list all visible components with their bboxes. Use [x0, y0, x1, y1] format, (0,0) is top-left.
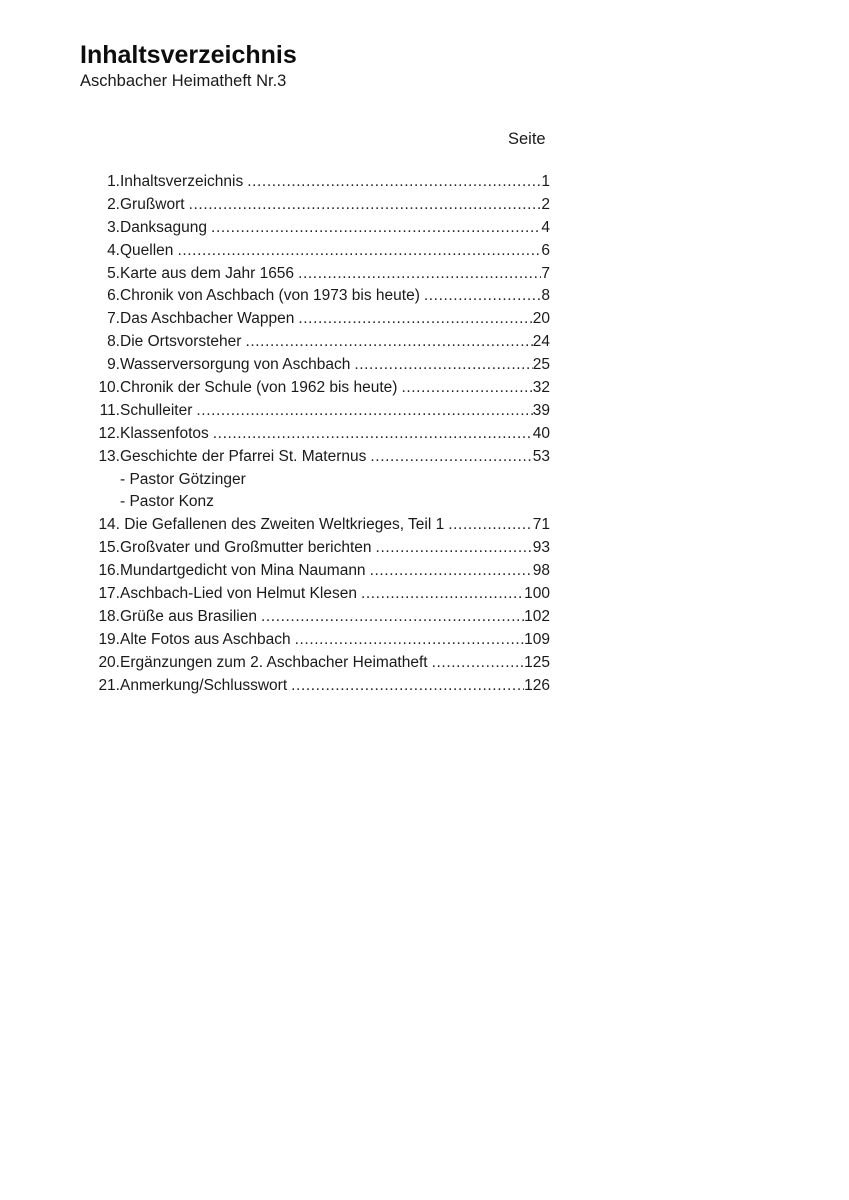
toc-entry-body [120, 446, 550, 469]
toc-dot-leader [177, 240, 541, 263]
toc-entry-title: Grüße aus Brasilien [120, 607, 257, 625]
toc-entry-number [80, 675, 120, 698]
toc-entry-number [80, 240, 120, 263]
toc-entry-page-number: 53 [532, 447, 550, 465]
toc-entry-page-number: 6 [541, 241, 550, 259]
toc-entry-number [80, 377, 120, 400]
toc-entry-number [80, 606, 120, 629]
page-title: Inhaltsverzeichnis [80, 41, 297, 69]
toc-entry [80, 171, 550, 194]
toc-entry-body [120, 469, 550, 492]
toc-entry [80, 606, 550, 629]
toc-entry-body [120, 560, 550, 583]
toc-entry-body [120, 537, 550, 560]
toc-entry-number [80, 652, 120, 675]
toc-entry-number-text: 8. [107, 333, 120, 351]
toc-entry-page-number: 2 [541, 195, 550, 213]
toc-entry-body [120, 285, 550, 308]
toc-entry-number [80, 537, 120, 560]
toc-entry-number [80, 560, 120, 583]
toc-entry-body [120, 514, 550, 537]
toc-entry-page-number: 109 [524, 630, 550, 648]
toc-entry-body [120, 606, 550, 629]
toc-entry-number-text: 16. [98, 562, 120, 580]
toc-dot-leader [432, 652, 525, 675]
toc-entry-body [120, 629, 550, 652]
toc-entry-body [120, 263, 550, 286]
toc-dot-leader [196, 400, 532, 423]
toc-dot-leader [448, 514, 533, 537]
toc-entry-number-text: 13. [98, 447, 120, 465]
toc-entry [80, 560, 550, 583]
toc-entry [80, 537, 550, 560]
toc-entry-number [80, 400, 120, 423]
toc-entry-number-text: 19. [98, 630, 120, 648]
toc-dot-leader [291, 675, 524, 698]
toc-entry-number [80, 217, 120, 240]
toc-entry-page-number: 39 [532, 401, 550, 419]
toc-entry-body [120, 354, 550, 377]
toc-entry-number-text: 20. [98, 653, 120, 671]
toc-dot-leader [361, 583, 524, 606]
toc-dot-leader [211, 217, 541, 240]
toc-entry-number [80, 331, 120, 354]
toc-entry-number [80, 423, 120, 446]
toc-entry-page-number: 20 [532, 310, 550, 328]
toc-entry-body [120, 194, 550, 217]
toc-entry-number [80, 308, 120, 331]
toc-entry [80, 263, 550, 286]
toc-entry-body [120, 675, 550, 698]
toc-entry-number [80, 583, 120, 606]
toc-entry [80, 652, 550, 675]
toc-entry-page-number: 24 [532, 333, 550, 351]
toc-entry [80, 240, 550, 263]
toc-entry [80, 331, 550, 354]
toc-subentry [80, 491, 550, 514]
toc-entry-title: - Pastor Götzinger [120, 470, 246, 488]
toc-entry-page-number: 126 [524, 676, 550, 694]
toc-entry-title: Chronik von Aschbach (von 1973 bis heute) [120, 287, 420, 305]
toc-entry-number [80, 285, 120, 308]
toc-entry-title: Das Aschbacher Wappen [120, 310, 295, 328]
toc-entry-page-number: 32 [532, 379, 550, 397]
toc-entry-title: Quellen [120, 241, 174, 259]
toc-entry-title: Grußwort [120, 195, 185, 213]
toc-entry-page-number: 4 [541, 218, 550, 236]
toc-entry-title: Ergänzungen zum 2. Aschbacher Heimatheft [120, 653, 428, 671]
toc-entry [80, 629, 550, 652]
toc-dot-leader [295, 629, 525, 652]
toc-dot-leader [298, 263, 541, 286]
toc-dot-leader [370, 560, 533, 583]
page-column-label: Seite [508, 130, 546, 148]
toc-entry-number [80, 491, 120, 514]
toc-entry-number-text: 7. [107, 310, 120, 328]
toc-entry-page-number: 100 [524, 585, 550, 603]
toc-entry-page-number: 98 [532, 562, 550, 580]
toc-dot-leader [298, 308, 532, 331]
toc-entry [80, 354, 550, 377]
toc-entry-number-text: 11. [99, 401, 120, 419]
toc-dot-leader [376, 537, 533, 560]
toc-entry-page-number: 40 [532, 424, 550, 442]
toc-entry-number-text: 10. [98, 379, 120, 397]
toc-entry [80, 514, 550, 537]
toc-entry [80, 675, 550, 698]
toc-entry [80, 217, 550, 240]
toc-subentry [80, 469, 550, 492]
page-subtitle: Aschbacher Heimatheft Nr.3 [80, 72, 287, 90]
toc-entry-title: Die Ortsvorsteher [120, 333, 242, 351]
table-of-contents [80, 171, 550, 697]
toc-entry-number [80, 629, 120, 652]
toc-dot-leader [213, 423, 533, 446]
toc-dot-leader [401, 377, 532, 400]
toc-entry [80, 377, 550, 400]
toc-entry-title: Schulleiter [120, 401, 193, 419]
toc-entry-body [120, 171, 550, 194]
toc-entry-number-text: 3. [107, 218, 120, 236]
toc-entry [80, 423, 550, 446]
toc-entry-page-number: 125 [524, 653, 550, 671]
toc-entry-body [120, 491, 550, 514]
toc-entry-title: Wasserversorgung von Aschbach [120, 356, 351, 374]
toc-entry-number [80, 514, 120, 537]
toc-dot-leader [247, 171, 541, 194]
toc-dot-leader [370, 446, 532, 469]
toc-dot-leader [245, 331, 532, 354]
toc-entry-title: Großvater und Großmutter berichten [120, 539, 372, 557]
toc-entry-body [120, 423, 550, 446]
toc-entry-number-text: 18. [98, 607, 120, 625]
toc-entry-body [120, 308, 550, 331]
toc-entry-body [120, 583, 550, 606]
toc-entry-title: Geschichte der Pfarrei St. Maternus [120, 447, 367, 465]
toc-entry-title: Die Gefallenen des Zweiten Weltkrieges, Teil 1 [120, 516, 445, 534]
toc-entry-body [120, 331, 550, 354]
toc-entry-title: Chronik der Schule (von 1962 bis heute) [120, 379, 398, 397]
toc-entry-number-text: 4. [107, 241, 120, 259]
toc-entry-number [80, 446, 120, 469]
toc-dot-leader [189, 194, 542, 217]
toc-entry-number-text: 9. [107, 356, 120, 374]
toc-entry-title: Karte aus dem Jahr 1656 [120, 264, 295, 282]
toc-entry-number [80, 194, 120, 217]
toc-entry-number-text: 17. [98, 585, 120, 603]
toc-entry-title: Inhaltsverzeichnis [120, 173, 244, 190]
toc-entry [80, 446, 550, 469]
toc-entry-title: Aschbach-Lied von Helmut Klesen [120, 585, 357, 603]
toc-entry-number [80, 469, 120, 492]
toc-entry-body [120, 400, 550, 423]
toc-entry [80, 194, 550, 217]
toc-entry-number [80, 171, 120, 194]
toc-entry-title: Alte Fotos aus Aschbach [120, 630, 291, 648]
toc-entry-number-text: 15. [98, 539, 120, 557]
toc-entry [80, 400, 550, 423]
toc-entry-page-number: 102 [524, 607, 550, 625]
toc-entry-page-number: 1 [541, 173, 550, 190]
toc-entry-title: - Pastor Konz [120, 493, 214, 511]
toc-entry-number-text: 5. [107, 264, 120, 282]
toc-dot-leader [424, 285, 542, 308]
toc-entry [80, 583, 550, 606]
toc-entry-page-number: 7 [541, 264, 550, 282]
toc-entry-number-text: 21. [98, 676, 120, 694]
toc-entry-page-number: 93 [532, 539, 550, 557]
toc-dot-leader [261, 606, 524, 629]
toc-entry [80, 285, 550, 308]
toc-entry-number [80, 263, 120, 286]
toc-entry-body [120, 217, 550, 240]
toc-entry-number-text: 1. [107, 173, 120, 190]
toc-entry-number [80, 354, 120, 377]
toc-entry [80, 308, 550, 331]
toc-entry-body [120, 240, 550, 263]
toc-entry-title: Klassenfotos [120, 424, 209, 442]
toc-entry-page-number: 71 [532, 516, 550, 534]
toc-entry-page-number: 25 [532, 356, 550, 374]
toc-entry-body [120, 377, 550, 400]
toc-entry-title: Mundartgedicht von Mina Naumann [120, 562, 366, 580]
toc-entry-number-text: 14. [98, 516, 120, 534]
toc-entry-title: Danksagung [120, 218, 208, 236]
toc-entry-number-text: 6. [107, 287, 120, 305]
toc-dot-leader [354, 354, 532, 377]
toc-entry-body [120, 652, 550, 675]
toc-entry-page-number: 8 [541, 287, 550, 305]
toc-entry-number-text: 2. [107, 195, 120, 213]
toc-entry-number-text: 12. [98, 424, 120, 442]
toc-entry-title: Anmerkung/Schlusswort [120, 676, 288, 694]
